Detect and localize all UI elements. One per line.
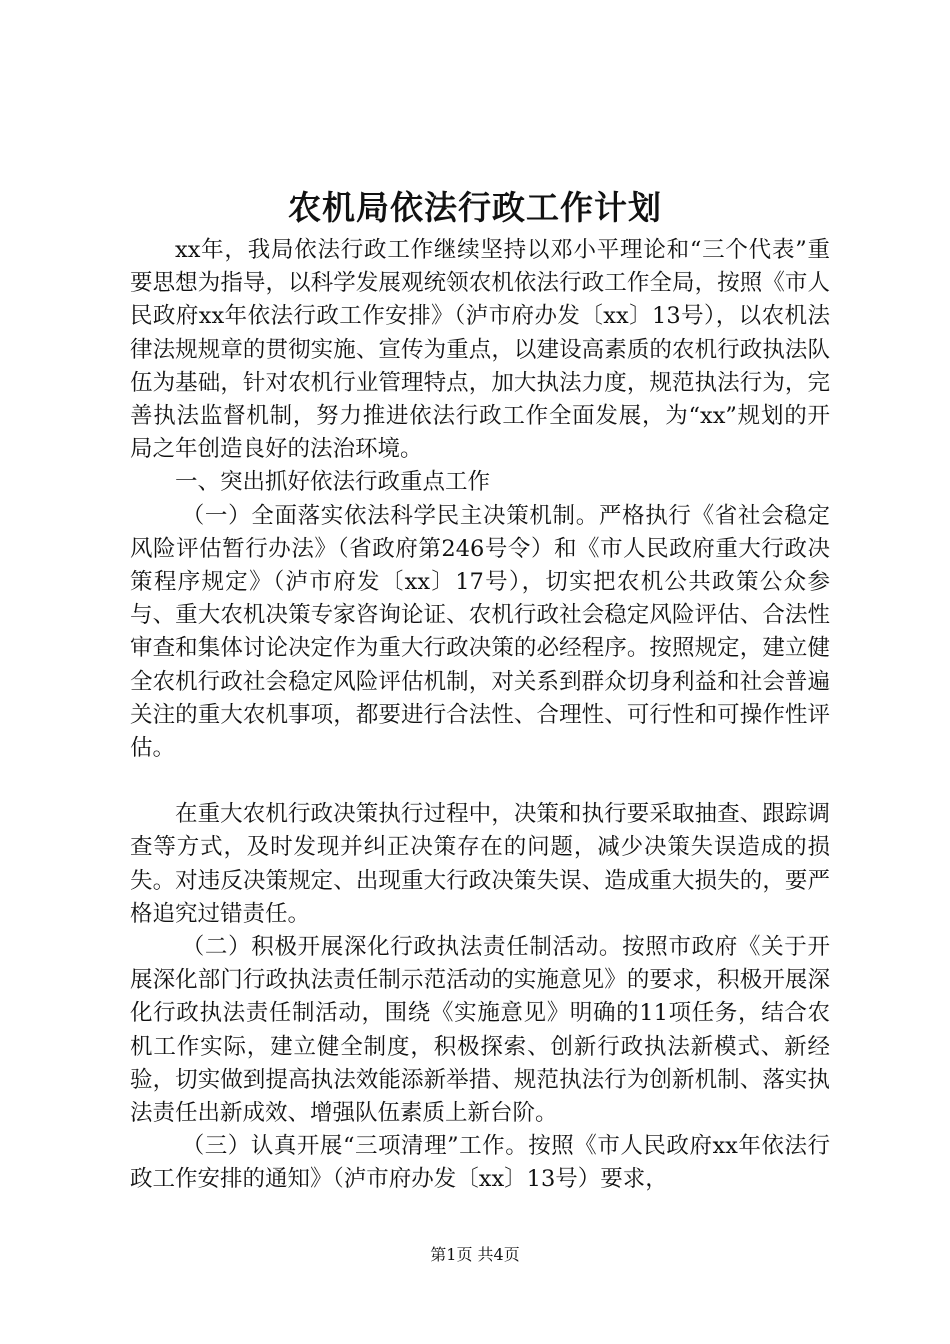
section-heading-1: 一、突出抓好依法行政重点工作 <box>175 469 491 496</box>
paragraph-decision-execution: 在重大农机行政决策执行过程中，决策和执行要采取抽查、跟踪调查等方式，及时发现并纠正决策存在的问题，减少决策失误造成的损失。对违反决策规定、出现重大行政决策失误、造成重大损失的，要严格追究过错责任。 <box>130 801 830 927</box>
document-title: 农机局依法行政工作计划 <box>288 188 662 227</box>
document-body <box>130 234 830 1197</box>
page-number-footer: 第1页 共4页 <box>430 1245 520 1264</box>
paragraph-item-3: （三）认真开展“三项清理”工作。按照《市人民政府xx年依法行政工作安排的通知》（泸市府办发〔xx〕13号）要求， <box>130 1133 830 1193</box>
paragraph-item-1: （一）全面落实依法科学民主决策机制。严格执行《省社会稳定风险评估暂行办法》（省政府第246号令）和《市人民政府重大行政决策程序规定》（泸市府发〔xx〕17号），切实把农机公共政策公众参与、重大农机决策专家咨询论证、农机行政社会稳定风险评估、合法性审查和集体讨论决定作为重大行政决策的必经程序。按照规定，建立健全农机行政社会稳定风险评估机制，对关系到群众切身利益和社会普遍关注的重大农机事项，都要进行合法性、合理性、可行性和可操作性评估。 <box>130 502 830 762</box>
paragraph-spacer <box>130 765 830 798</box>
paragraph-item-2: （二）积极开展深化行政执法责任制活动。按照市政府《关于开展深化部门行政执法责任制示范活动的实施意见》的要求，积极开展深化行政执法责任制活动，围绕《实施意见》明确的11项任务，结合农机工作实际，建立健全制度，积极探索、创新行政执法新模式、新经验，切实做到提高执法效能添新举措、规范执法行为创新机制、落实执法责任出新成效、增强队伍素质上新台阶。 <box>130 934 830 1127</box>
paragraph-intro: xx年，我局依法行政工作继续坚持以邓小平理论和“三个代表”重要思想为指导，以科学发展观统领农机依法行政工作全局，按照《市人民政府xx年依法行政工作安排》（泸市府办发〔xx〕13号），以农机法律法规规章的贯彻实施、宣传为重点，以建设高素质的农机行政执法队伍为基础，针对农机行业管理特点，加大执法力度，规范执法行为，完善执法监督机制，努力推进依法行政工作全面发展，为“xx”规划的开局之年创造良好的法治环境。 <box>130 237 830 463</box>
